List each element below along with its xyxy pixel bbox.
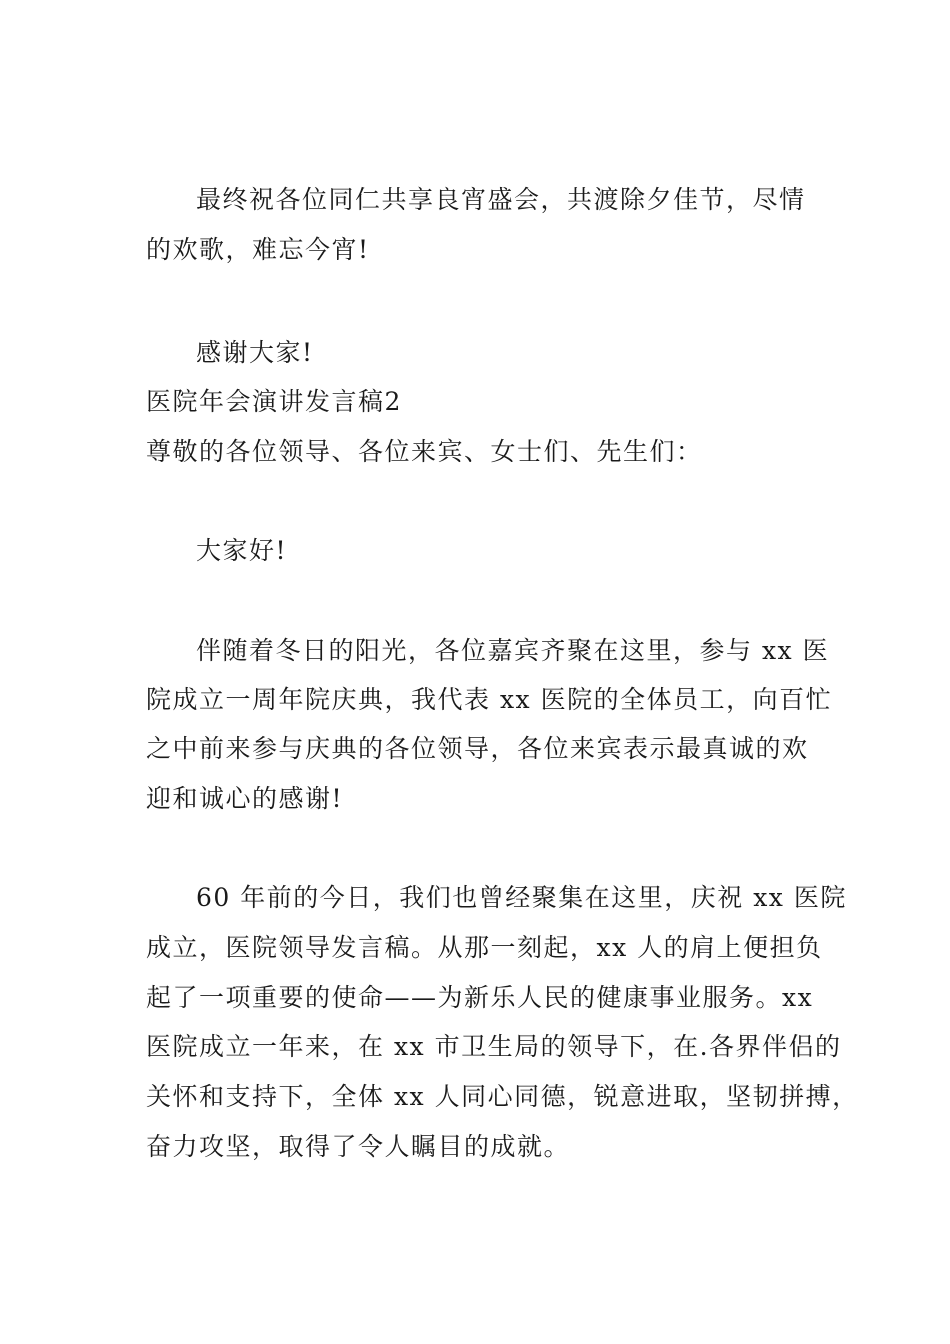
paragraph-2-line-1: 60 年前的今日，我们也曾经聚集在这里，庆祝 xx 医院 — [196, 883, 847, 912]
paragraph-1-line-1: 伴随着冬日的阳光，各位嘉宾齐聚在这里，参与 xx 医 — [196, 636, 830, 665]
greeting-line: 大家好! — [196, 536, 288, 565]
thanks-line: 感谢大家! — [196, 338, 314, 367]
paragraph-2-line-6: 奋力攻坚，取得了令人瞩目的成就。 — [146, 1132, 571, 1161]
closing-line-1: 最终祝各位同仁共享良宵盛会，共渡除夕佳节，尽情 — [196, 185, 806, 214]
paragraph-2-line-4: 医院成立一年来，在 xx 市卫生局的领导下，在.各界伴侣的 — [146, 1032, 842, 1061]
section-title: 医院年会演讲发言稿2 — [146, 387, 402, 416]
paragraph-1-line-4: 迎和诚心的感谢! — [146, 784, 344, 813]
salutation-line: 尊敬的各位领导、各位来宾、女士们、先生们： — [146, 437, 703, 466]
paragraph-2-line-2: 成立，医院领导发言稿。从那一刻起，xx 人的肩上便担负 — [146, 933, 823, 962]
closing-line-2: 的欢歌，难忘今宵! — [146, 235, 370, 264]
paragraph-1-line-2: 院成立一周年院庆典，我代表 xx 医院的全体员工，向百忙 — [146, 685, 833, 714]
paragraph-2-line-3: 起了一项重要的使命——为新乐人民的健康事业服务。xx — [146, 983, 814, 1012]
paragraph-2-line-5: 关怀和支持下，全体 xx 人同心同德，锐意进取，坚韧拼搏， — [146, 1082, 859, 1111]
paragraph-1-line-3: 之中前来参与庆典的各位领导，各位来宾表示最真诚的欢 — [146, 734, 809, 763]
